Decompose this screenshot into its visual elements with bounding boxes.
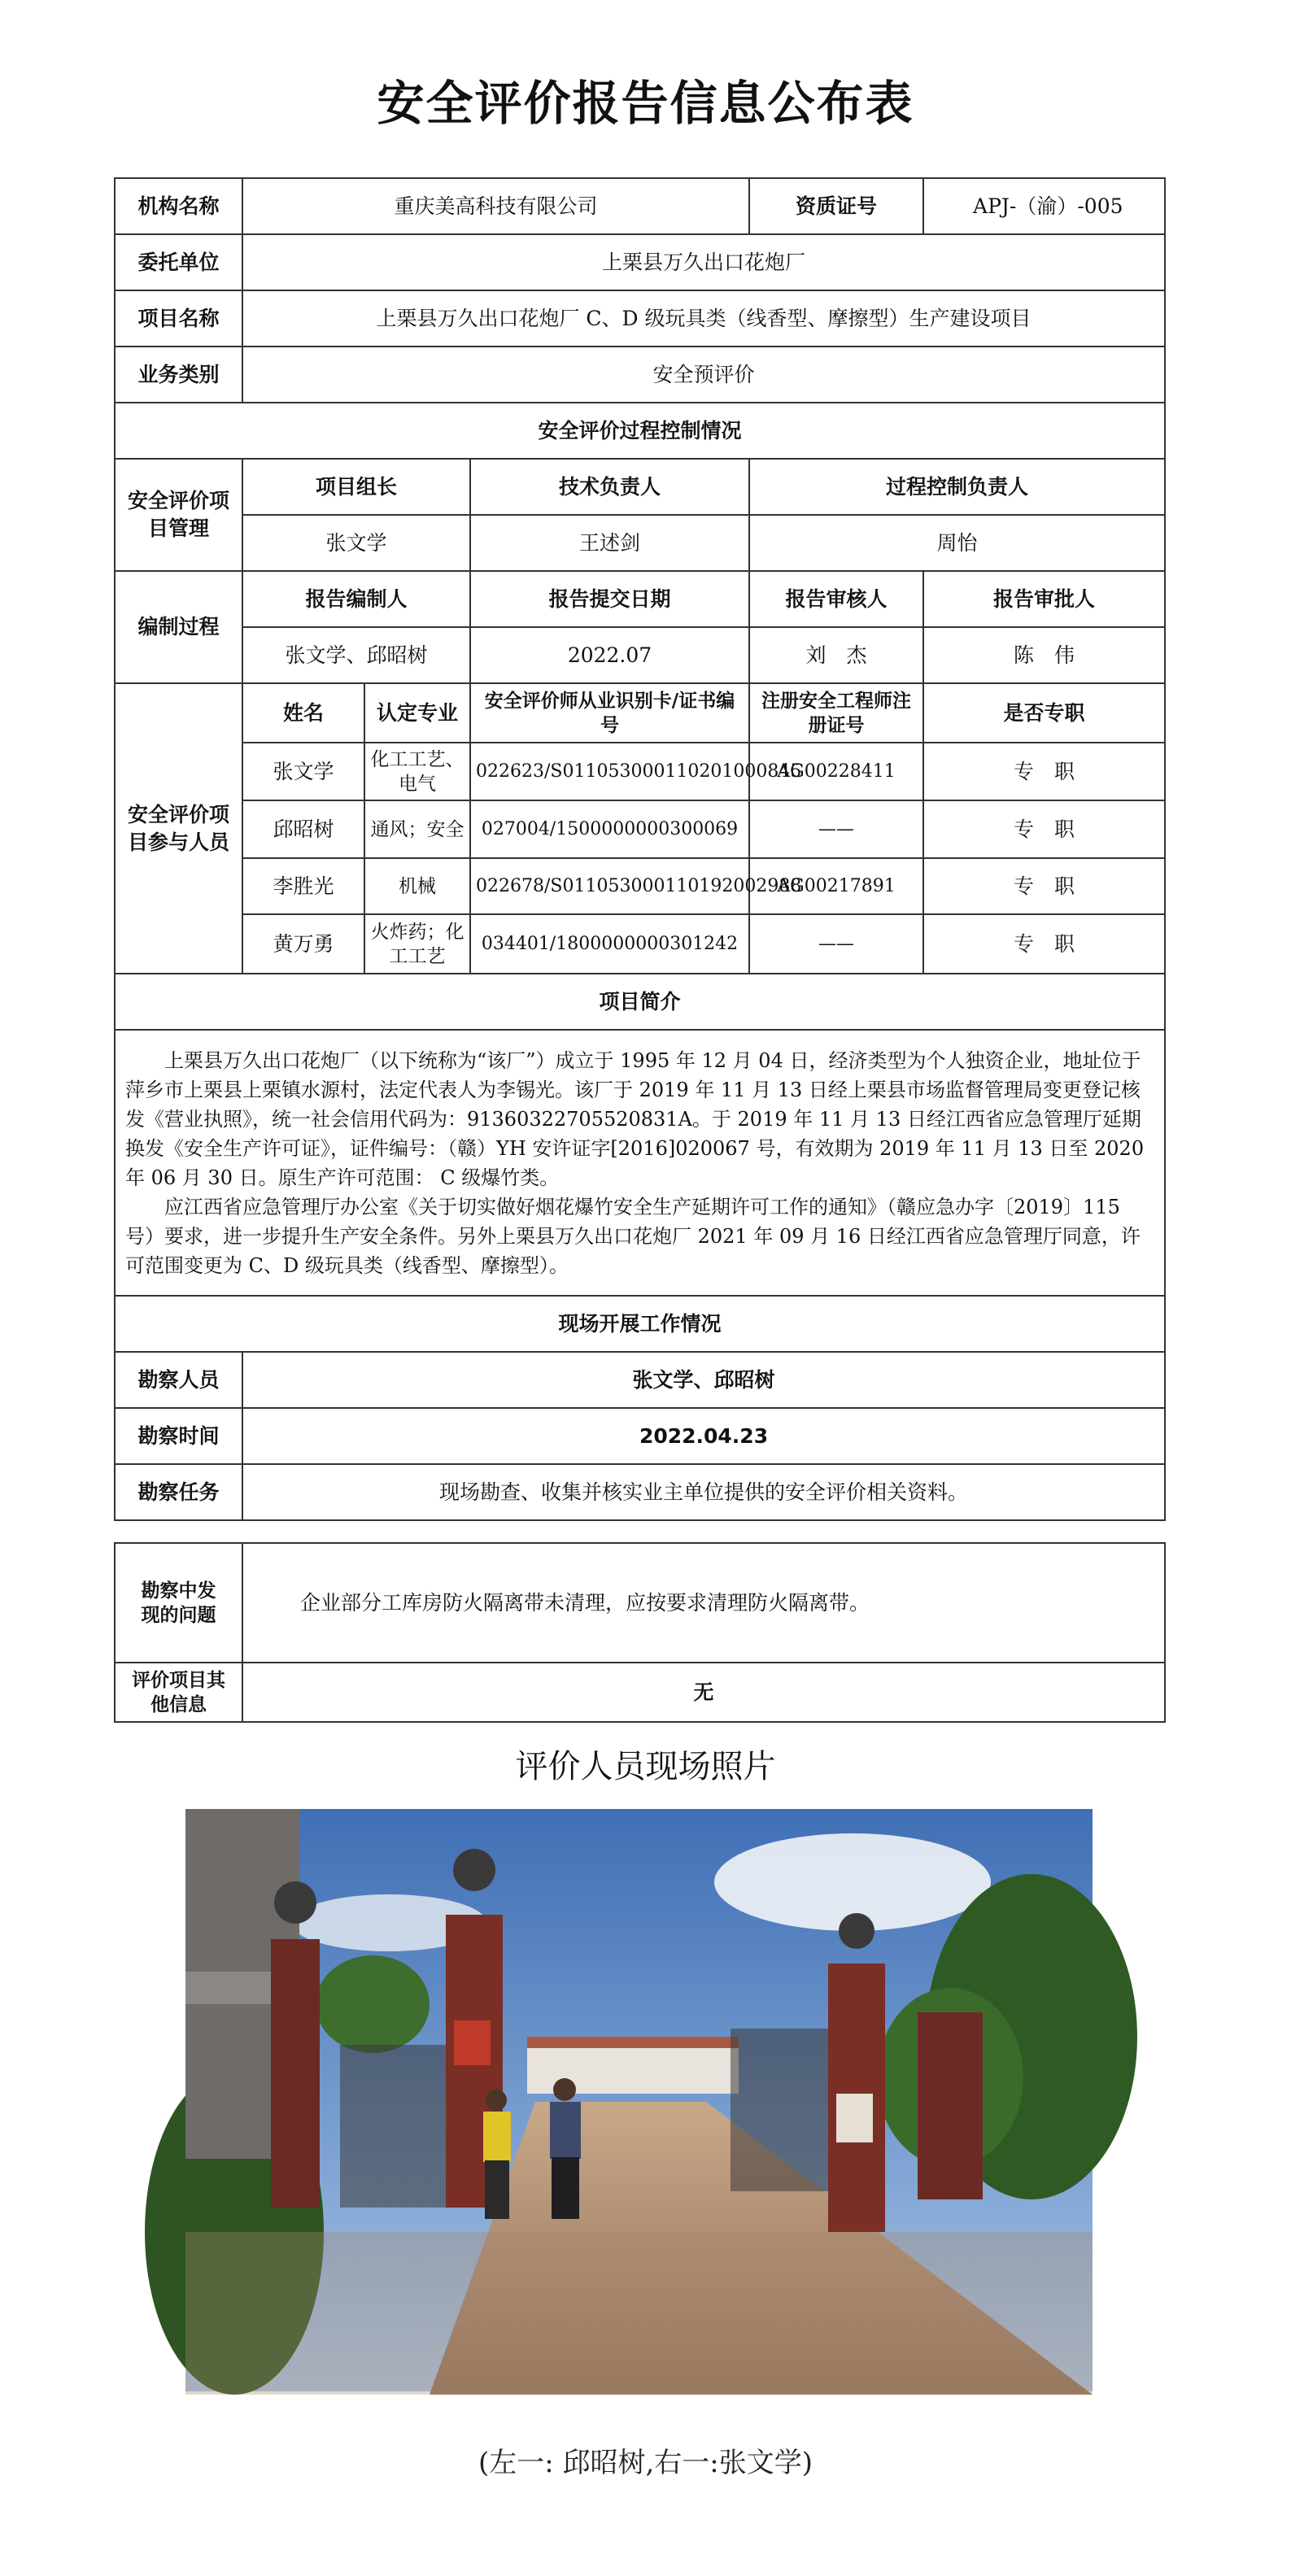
photo-title: 评价人员现场照片 (515, 1748, 776, 1785)
person-reg: AG00228411 (749, 743, 923, 800)
person-fulltime: 专 职 (923, 914, 1165, 974)
survey-time-value: 2022.04.23 (242, 1408, 1165, 1464)
page-title: 安全评价报告信息公布表 (377, 76, 914, 131)
business-value: 安全预评价 (242, 347, 1165, 403)
project-value: 上栗县万久出口花炮厂 C、D 级玩具类（线香型、摩擦型）生产建设项目 (242, 290, 1165, 347)
personnel-header-fulltime: 是否专职 (923, 683, 1165, 743)
person-name: 张文学 (242, 743, 364, 800)
other-value: 无 (242, 1663, 1165, 1722)
issues-label: 勘察中发现的问题 (115, 1543, 242, 1663)
compile-header-date: 报告提交日期 (470, 571, 749, 627)
person-name: 李胜光 (242, 858, 364, 914)
client-label: 委托单位 (115, 234, 242, 290)
person-reg: —— (749, 914, 923, 974)
management-value-leader: 张文学 (242, 515, 470, 571)
personnel-header-major: 认定专业 (364, 683, 470, 743)
management-value-control: 周怡 (749, 515, 1165, 571)
site-section-header: 现场开展工作情况 (115, 1296, 1165, 1352)
cert-value: APJ-（渝）-005 (923, 178, 1165, 234)
personnel-row (115, 858, 1165, 914)
person-card: 022678/S011053000110192002988 (470, 858, 749, 914)
compile-value-date: 2022.07 (470, 627, 749, 683)
org-label: 机构名称 (115, 178, 242, 234)
survey-time-label: 勘察时间 (115, 1408, 242, 1464)
personnel-row (115, 743, 1165, 800)
personnel-label: 安全评价项目参与人员 (115, 683, 242, 974)
compile-value-writer: 张文学、邱昭树 (242, 627, 470, 683)
person-major: 机械 (364, 858, 470, 914)
compile-header-writer: 报告编制人 (242, 571, 470, 627)
personnel-header-card: 安全评价师从业识别卡/证书编号 (470, 683, 749, 743)
info-table (114, 177, 1166, 1521)
person-card: 022623/S011053000110201000845 (470, 743, 749, 800)
client-value: 上栗县万久出口花炮厂 (242, 234, 1165, 290)
intro-body (115, 1030, 1165, 1296)
person-major: 化工工艺、电气 (364, 743, 470, 800)
survey-people-label: 勘察人员 (115, 1352, 242, 1408)
management-header-tech: 技术负责人 (470, 459, 749, 515)
person-card: 027004/1500000000300069 (470, 800, 749, 858)
personnel-row (115, 800, 1165, 858)
person-reg: AG00217891 (749, 858, 923, 914)
issues-value: 企业部分工库房防火隔离带未清理，应按要求清理防火隔离带。 (242, 1543, 1165, 1663)
cert-label: 资质证号 (749, 178, 923, 234)
management-value-tech: 王述剑 (470, 515, 749, 571)
management-label: 安全评价项目管理 (115, 459, 242, 571)
person-reg: —— (749, 800, 923, 858)
project-label: 项目名称 (115, 290, 242, 347)
person-name: 黄万勇 (242, 914, 364, 974)
person-card: 034401/1800000000301242 (470, 914, 749, 974)
survey-task-label: 勘察任务 (115, 1464, 242, 1520)
survey-people-value: 张文学、邱昭树 (242, 1352, 1165, 1408)
person-major: 通风；安全 (364, 800, 470, 858)
personnel-header-name: 姓名 (242, 683, 364, 743)
compile-header-reviewer: 报告审核人 (749, 571, 923, 627)
person-name: 邱昭树 (242, 800, 364, 858)
person-fulltime: 专 职 (923, 858, 1165, 914)
process-section-header: 安全评价过程控制情况 (115, 403, 1165, 459)
person-fulltime: 专 职 (923, 743, 1165, 800)
issues-table (114, 1542, 1166, 1723)
other-label: 评价项目其他信息 (115, 1663, 242, 1722)
org-value: 重庆美高科技有限公司 (242, 178, 749, 234)
personnel-header-reg: 注册安全工程师注册证号 (749, 683, 923, 743)
management-header-leader: 项目组长 (242, 459, 470, 515)
site-photo (185, 1809, 1093, 2391)
intro-header: 项目简介 (115, 974, 1165, 1030)
intro-paragraph-1: 上栗县万久出口花炮厂（以下统称为“该厂”）成立于 1995 年 12 月 04 日，经济类型为个人独资企业，地址位于萍乡市上栗县上栗镇水源村，法定代表人为李锡光。该厂于 2019 年 11 月 13 日经上栗县市场监督管理局变更登记核发《营业执照》，统一社会信用代码为：91360322705520831A。于 2019 年 11 月 13 日经江西省应急管理厅延期换发《安全生产许可证》，证件编号：（赣）YH 安许证字[2016]020067 号，有效期为 2019 年 11 月 13 日至 2020 年 06 月 30 日。原生产许可范围： C 级爆竹类。 (125, 1048, 1145, 1189)
compile-value-reviewer: 刘 杰 (749, 627, 923, 683)
person-fulltime: 专 职 (923, 800, 1165, 858)
personnel-row (115, 914, 1165, 974)
management-header-control: 过程控制负责人 (749, 459, 1165, 515)
compile-value-approver: 陈 伟 (923, 627, 1165, 683)
intro-paragraph-2: 应江西省应急管理厅办公室《关于切实做好烟花爆竹安全生产延期许可工作的通知》（赣应急办字〔2019〕115 号）要求，进一步提升生产安全条件。另外上栗县万久出口花炮厂 2021 年 09 月 16 日经江西省应急管理厅同意，许可范围变更为 C、D 级玩具类（线香型、摩擦型）。 (125, 1195, 1141, 1277)
survey-task-value: 现场勘查、收集并核实业主单位提供的安全评价相关资料。 (242, 1464, 1165, 1520)
compile-label: 编制过程 (115, 571, 242, 683)
person-major: 火炸药；化工工艺 (364, 914, 470, 974)
business-label: 业务类别 (115, 347, 242, 403)
photo-caption: (左一: 邱昭树,右一:张文学) (478, 2447, 813, 2479)
compile-header-approver: 报告审批人 (923, 571, 1165, 627)
